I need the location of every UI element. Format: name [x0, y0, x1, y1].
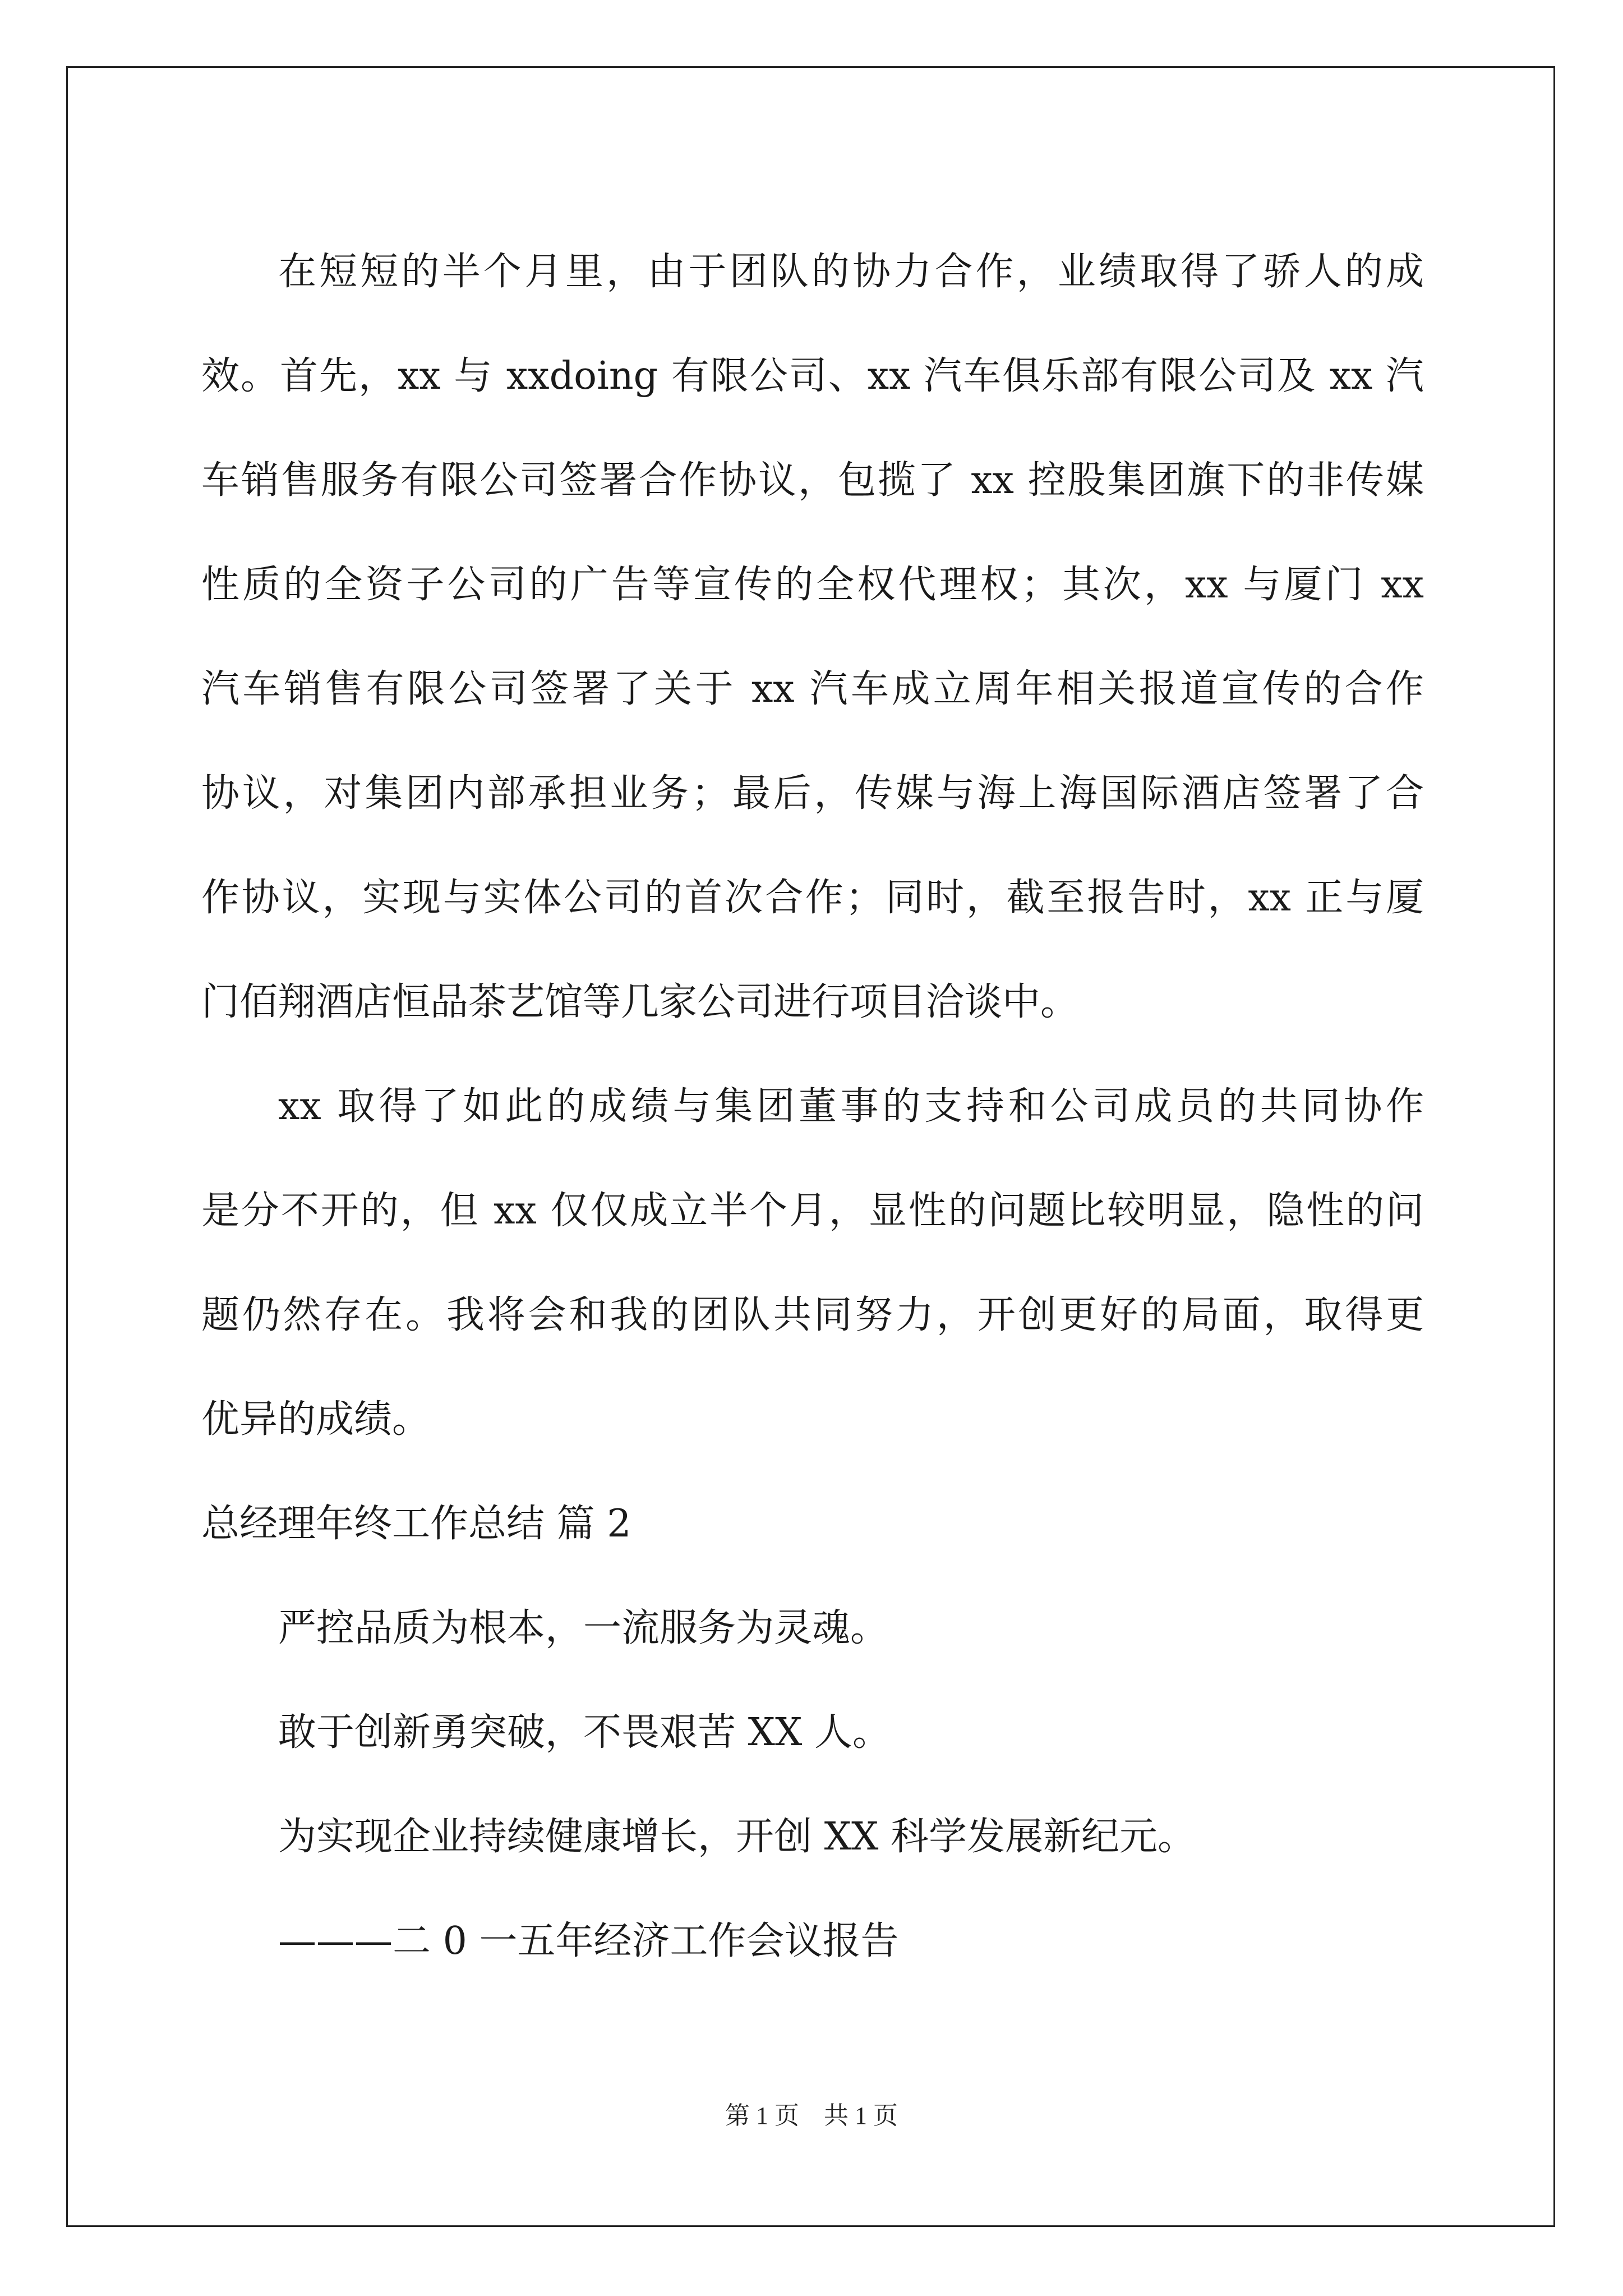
text-line: xx 取得了如此的成绩与集团董事的支持和公司成员的共同协作 [278, 1084, 1424, 1129]
page-number: 第 1 页 共 1 页 [725, 2102, 898, 2129]
slogan-line: 敢于创新勇突破，不畏艰苦 XX 人。 [278, 1710, 891, 1755]
section-heading: 总经理年终工作总结 篇 2 [201, 1502, 631, 1546]
document-body [201, 220, 1424, 1994]
text-line: 优异的成绩。 [201, 1397, 431, 1442]
text-line: 车销售服务有限公司签署合作协议，包揽了 xx 控股集团旗下的非传媒 [201, 458, 1424, 503]
text-line: 门佰翔酒店恒品茶艺馆等几家公司进行项目洽谈中。 [201, 980, 1079, 1024]
report-title-line: ———二 0 一五年经济工作会议报告 [278, 1919, 899, 1963]
text-line: 效。首先，xx 与 xxdoing 有限公司、xx 汽车俱乐部有限公司及 xx 汽 [201, 354, 1424, 398]
paragraph-2 [201, 1055, 1424, 1472]
slogan-line: 为实现企业持续健康增长，开创 XX 科学发展新纪元。 [278, 1815, 1196, 1859]
slogan-list [201, 1576, 1424, 1994]
paragraph-1 [201, 220, 1424, 1055]
text-line: 性质的全资子公司的广告等宣传的全权代理权；其次，xx 与厦门 xx [201, 563, 1424, 607]
text-line: 题仍然存在。我将会和我的团队共同努力，开创更好的局面，取得更 [201, 1293, 1424, 1337]
text-line: 是分不开的，但 xx 仅仅成立半个月，显性的问题比较明显，隐性的问 [201, 1189, 1424, 1233]
text-line: 作协议，实现与实体公司的首次合作；同时，截至报告时，xx 正与厦 [201, 876, 1424, 920]
text-line: 汽车销售有限公司签署了关于 xx 汽车成立周年相关报道宣传的合作 [201, 667, 1424, 711]
text-line: 协议，对集团内部承担业务；最后，传媒与海上海国际酒店签署了合 [201, 771, 1424, 816]
slogan-line: 严控品质为根本，一流服务为灵魂。 [278, 1606, 889, 1650]
text-line: 在短短的半个月里，由于团队的协力合作，业绩取得了骄人的成 [278, 250, 1424, 294]
